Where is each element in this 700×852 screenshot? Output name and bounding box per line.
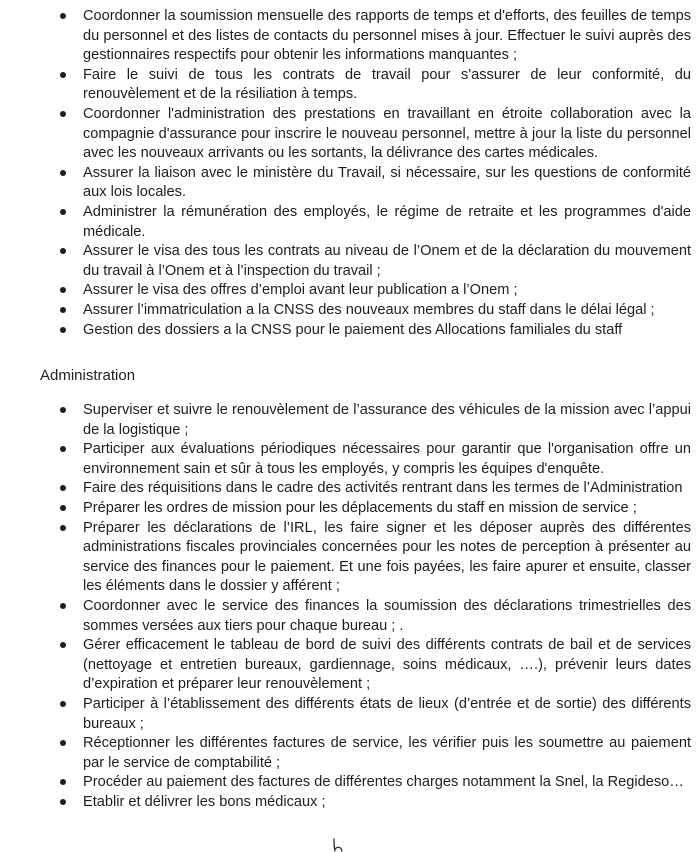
list-item: Assurer le visa des offres d’emploi avant leur publication a l’Onem ; (57, 281, 691, 301)
list-item: Participer à l’établissement des différents états de lieux (d’entrée et de sortie) des différents bureaux ; (57, 695, 691, 734)
list-item: Superviser et suivre le renouvèlement de l’assurance des véhicules de la mission avec l’appui de la logistique ; (57, 401, 691, 440)
list-item: Coordonner avec le service des finances la soumission des déclarations trimestrielles des sommes versées aux tiers pour chaque bureau ; . (57, 597, 691, 636)
list-item: Assurer l’immatriculation a la CNSS des nouveaux membres du staff dans le délai légal ; (57, 301, 691, 321)
list-item: Coordonner l'administration des prestations en travaillant en étroite collaboration avec la compagnie d'assurance pour inscrire le nouveau personnel, mettre à jour la liste du personnel avec les nouveaux arrivants ou les sortants, la délivrance des cartes médicales. (57, 105, 691, 164)
list-item: Réceptionner les différentes factures de service, les vérifier puis les soumettre au paiement par le service de comptabilité ; (57, 734, 691, 773)
list-item: Etablir et délivrer les bons médicaux ; (57, 793, 691, 813)
list-item: Participer aux évaluations périodiques nécessaires pour garantir que l'organisation offre un environnement sain et sûr à tous les employés, y compris les équipes d'enquête. (57, 440, 691, 479)
handwritten-mark-icon (330, 838, 348, 852)
administration-tasks-list (57, 401, 691, 812)
list-item: Assurer la liaison avec le ministère du Travail, si nécessaire, sur les questions de conformité aux lois locales. (57, 164, 691, 203)
list-item: Faire des réquisitions dans le cadre des activités rentrant dans les termes de l’Administration (57, 479, 691, 499)
list-item: Préparer les déclarations de l’IRL, les faire signer et les déposer auprès des différentes administrations fiscales provinciales concernées pour les notes de perception à présenter au service des finances pour le paiement. Et une fois payées, les faire apurer et ensuite, classer les éléments dans le dossier y afférent ; (57, 519, 691, 597)
list-item: Gestion des dossiers a la CNSS pour le paiement des Allocations familiales du staff (57, 321, 691, 341)
list-item: Préparer les ordres de mission pour les déplacements du staff en mission de service ; (57, 499, 691, 519)
list-item: Procéder au paiement des factures de différentes charges notamment la Snel, la Regideso… (57, 773, 691, 793)
section-heading: Administration (40, 367, 136, 384)
list-item: Assurer le visa des tous les contrats au niveau de l’Onem et de la déclaration du mouvement du travail à l’Onem et à l’inspection du travail ; (57, 242, 691, 281)
list-item: Gérer efficacement le tableau de bord de suivi des différents contrats de bail et de services (nettoyage et entretien bureaux, gardiennage, soins médicaux, ….), prévenir leurs dates d’expiration et préparer leur renouvèlement ; (57, 636, 691, 695)
list-item: Administrer la rémunération des employés, le régime de retraite et les programmes d'aide médicale. (57, 203, 691, 242)
list-item: Faire le suivi de tous les contrats de travail pour s'assurer de leur conformité, du renouvèlement et de la résiliation à temps. (57, 66, 691, 105)
hr-tasks-list (57, 7, 691, 340)
list-item: Coordonner la soumission mensuelle des rapports de temps et d'efforts, des feuilles de temps du personnel et des listes de contacts du personnel mises à jour. Effectuer le suivi auprès des gestionnaires respectifs pour obtenir les informations manquantes ; (57, 7, 691, 66)
